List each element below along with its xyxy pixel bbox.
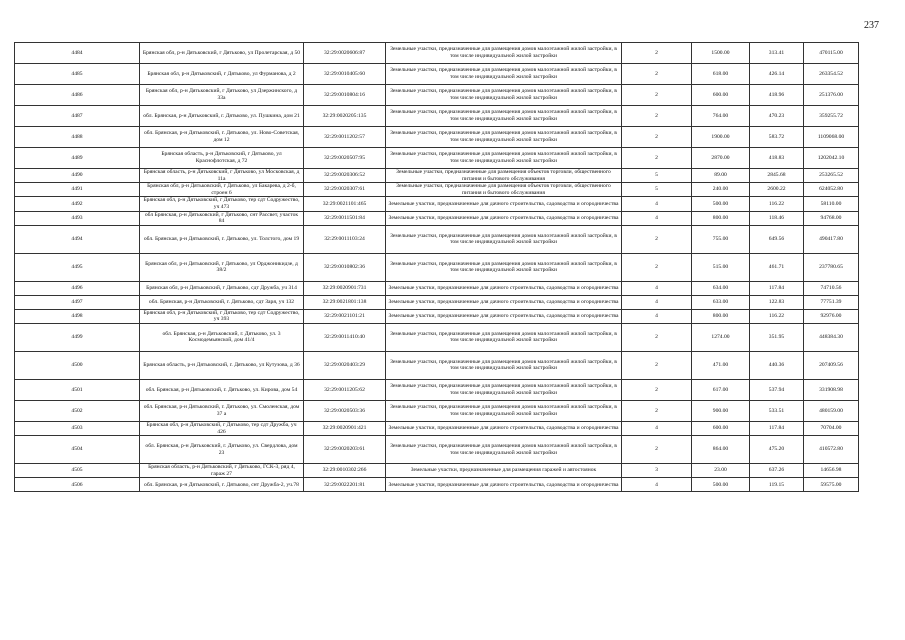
area-cell: 600.00 — [692, 421, 750, 435]
address-cell: Брянская область, р-н Дятьковский, г Дятьково, ул Краснофлотская, д 72 — [140, 148, 304, 169]
cadastral-number-cell: 32:29:0022201:81 — [304, 478, 386, 492]
address-cell: обл. Брянская, р-н Дятьковский, г. Дятьково, ул. Кирова, дом 54 — [140, 379, 304, 400]
group-cell: 2 — [622, 400, 692, 421]
table-row — [15, 436, 859, 464]
cadastral-number-cell: 32:29:0011202:57 — [304, 127, 386, 148]
table-row — [15, 323, 859, 351]
row-number: 4505 — [15, 464, 140, 478]
unit-value-cell: 2600.22 — [750, 183, 804, 197]
address-cell: обл. Брянская, р-н Дятьковский, г. Дятьково, ул. Смоленская, дом 37 а — [140, 400, 304, 421]
group-cell: 4 — [622, 295, 692, 309]
address-cell: Брянская обл, р-н Дятьковский, г Дятьково, тер сдт Дружба, уч 426 — [140, 421, 304, 435]
group-cell: 4 — [622, 197, 692, 211]
cadastral-number-cell: 32:29:0020606:87 — [304, 43, 386, 64]
land-use-cell: Земельные участки, предназначенные для дачного строительства, садоводства и огородничества — [386, 281, 622, 295]
table-row — [15, 148, 859, 169]
address-cell: обл. Брянская, р-н Дятьковский, г. Дятьково, сдт Заря, уч 132 — [140, 295, 304, 309]
table-row — [15, 295, 859, 309]
cadastral-number-cell: 32:29:0020901:731 — [304, 281, 386, 295]
area-cell: 500.00 — [692, 478, 750, 492]
address-cell: обл. Брянская, р-н Дятьковский, г. Дятьково, ул. Свердлова, дом 23 — [140, 436, 304, 464]
group-cell: 2 — [622, 351, 692, 379]
cadastral-value-cell: 359255.72 — [804, 106, 859, 127]
group-cell: 4 — [622, 421, 692, 435]
row-number: 4497 — [15, 295, 140, 309]
table-row — [15, 379, 859, 400]
land-use-cell: Земельные участки, предназначенные для размещения объектов торговли, общественного питания и бытового обслуживания — [386, 183, 622, 197]
cadastral-number-cell: 32:29:0020503:36 — [304, 400, 386, 421]
cadastral-value-cell: 94768.00 — [804, 211, 859, 225]
group-cell: 2 — [622, 253, 692, 281]
table-row — [15, 400, 859, 421]
address-cell: обл. Брянская, р-н Дятьковский, г. Дятьково, ул. Пушкина, дом 21 — [140, 106, 304, 127]
area-cell: 634.00 — [692, 281, 750, 295]
table-row — [15, 464, 859, 478]
group-cell: 2 — [622, 225, 692, 253]
cadastral-number-cell: 32:29:0011501:84 — [304, 211, 386, 225]
unit-value-cell: 533.51 — [750, 400, 804, 421]
row-number: 4487 — [15, 106, 140, 127]
table-row — [15, 211, 859, 225]
cadastral-value-cell: 448384.30 — [804, 323, 859, 351]
group-cell: 2 — [622, 323, 692, 351]
area-cell: 500.00 — [692, 197, 750, 211]
address-cell: Брянская обл, р-н Дятьковский, г Дятьково, сдт Дружба, уч 314 — [140, 281, 304, 295]
row-number: 4495 — [15, 253, 140, 281]
land-use-cell: Земельные участки, предназначенные для размещения домов малоэтажной жилой застройки, в том числе индивидуальной жилой застройки — [386, 64, 622, 85]
area-cell: 515.00 — [692, 253, 750, 281]
row-number: 4493 — [15, 211, 140, 225]
area-cell: 23.00 — [692, 464, 750, 478]
table-row — [15, 183, 859, 197]
table-row — [15, 351, 859, 379]
address-cell: Брянская обл, р-н Дятьковский, г Дятьково, ул Бакарева, д 2-б, строен 6 — [140, 183, 304, 197]
unit-value-cell: 583.72 — [750, 127, 804, 148]
cadastral-number-cell: 32:29:0011410:40 — [304, 323, 386, 351]
row-number: 4494 — [15, 225, 140, 253]
cadastral-value-cell: 410572.80 — [804, 436, 859, 464]
area-cell: 240.00 — [692, 183, 750, 197]
cadastral-number-cell: 32:29:0020205:135 — [304, 106, 386, 127]
area-cell: 800.00 — [692, 309, 750, 323]
cadastral-number-cell: 32:29:0010405:60 — [304, 64, 386, 85]
cadastral-number-cell: 32:29:0011103:24 — [304, 225, 386, 253]
land-use-cell: Земельные участки, предназначенные для дачного строительства, садоводства и огородничества — [386, 295, 622, 309]
address-cell: обл. Брянская, р-н Дятьковский, г. Дятьково, ул. Толстого, дом 19 — [140, 225, 304, 253]
table-row — [15, 197, 859, 211]
row-number: 4498 — [15, 309, 140, 323]
table-row — [15, 309, 859, 323]
cadastral-value-cell: 58110.00 — [804, 197, 859, 211]
table-row — [15, 281, 859, 295]
address-cell: обл. Брянская, р-н Дятьковский, г. Дятьково, ул. 3 Космодемьянской, дом 41/4 — [140, 323, 304, 351]
row-number: 4496 — [15, 281, 140, 295]
group-cell: 4 — [622, 478, 692, 492]
land-use-cell: Земельные участки, предназначенные для дачного строительства, садоводства и огородничества — [386, 211, 622, 225]
unit-value-cell: 537.94 — [750, 379, 804, 400]
land-use-cell: Земельные участки, предназначенные для размещения домов малоэтажной жилой застройки, в том числе индивидуальной жилой застройки — [386, 85, 622, 106]
cadastral-number-cell: 32:29:0021101:21 — [304, 309, 386, 323]
table-row — [15, 85, 859, 106]
group-cell: 5 — [622, 169, 692, 183]
land-use-cell: Земельные участки, предназначенные для дачного строительства, садоводства и огородничества — [386, 421, 622, 435]
area-cell: 1500.00 — [692, 43, 750, 64]
cadastral-number-cell: 32:29:0020306:52 — [304, 169, 386, 183]
land-use-cell: Земельные участки, предназначенные для размещения объектов торговли, общественного питания и бытового обслуживания — [386, 169, 622, 183]
cadastral-value-cell: 207409.56 — [804, 351, 859, 379]
unit-value-cell: 117.84 — [750, 281, 804, 295]
land-use-cell: Земельные участки, предназначенные для размещения домов малоэтажной жилой застройки, в том числе индивидуальной жилой застройки — [386, 323, 622, 351]
unit-value-cell: 313.41 — [750, 43, 804, 64]
land-use-cell: Земельные участки, предназначенные для размещения домов малоэтажной жилой застройки, в том числе индивидуальной жилой застройки — [386, 225, 622, 253]
unit-value-cell: 649.56 — [750, 225, 804, 253]
area-cell: 864.00 — [692, 436, 750, 464]
area-cell: 900.00 — [692, 400, 750, 421]
address-cell: Брянская обл, р-н Дятьковский, г Дятьково, ул Дзержинского, д 33а — [140, 85, 304, 106]
unit-value-cell: 2845.68 — [750, 169, 804, 183]
row-number: 4499 — [15, 323, 140, 351]
unit-value-cell: 118.46 — [750, 211, 804, 225]
cadastral-number-cell: 32:29:0021101:465 — [304, 197, 386, 211]
cadastral-value-cell: 251376.00 — [804, 85, 859, 106]
unit-value-cell: 116.22 — [750, 197, 804, 211]
land-use-cell: Земельные участки, предназначенные для размещения домов малоэтажной жилой застройки, в том числе индивидуальной жилой застройки — [386, 253, 622, 281]
land-use-cell: Земельные участки, предназначенные для размещения домов малоэтажной жилой застройки, в том числе индивидуальной жилой застройки — [386, 351, 622, 379]
cadastral-number-cell: 32:29:0010804:16 — [304, 85, 386, 106]
address-cell: обл Брянская, р-н Дятьковский, г Дятьково, снт Рассвет, участок 84 — [140, 211, 304, 225]
group-cell: 2 — [622, 85, 692, 106]
cadastral-value-cell: 70704.00 — [804, 421, 859, 435]
row-number: 4490 — [15, 169, 140, 183]
page-number: 237 — [864, 20, 879, 31]
area-cell: 764.00 — [692, 106, 750, 127]
group-cell: 2 — [622, 379, 692, 400]
address-cell: Брянская обл, р-н Дятьковский, г Дятьково, тер сдт Содружество, уч 473 — [140, 197, 304, 211]
cadastral-number-cell: 32:29:0020901:421 — [304, 421, 386, 435]
land-use-cell: Земельные участки, предназначенные для размещения домов малоэтажной жилой застройки, в том числе индивидуальной жилой застройки — [386, 127, 622, 148]
cadastral-value-table — [14, 42, 859, 492]
land-use-cell: Земельные участки, предназначенные для размещения домов малоэтажной жилой застройки, в том числе индивидуальной жилой застройки — [386, 400, 622, 421]
unit-value-cell: 418.83 — [750, 148, 804, 169]
cadastral-value-cell: 263354.52 — [804, 64, 859, 85]
cadastral-value-cell: 74710.56 — [804, 281, 859, 295]
row-number: 4484 — [15, 43, 140, 64]
area-cell: 800.00 — [692, 211, 750, 225]
cadastral-value-cell: 59575.00 — [804, 478, 859, 492]
area-cell: 600.00 — [692, 85, 750, 106]
cadastral-value-cell: 237780.65 — [804, 253, 859, 281]
land-use-cell: Земельные участки, предназначенные для размещения домов малоэтажной жилой застройки, в том числе индивидуальной жилой застройки — [386, 148, 622, 169]
unit-value-cell: 440.36 — [750, 351, 804, 379]
group-cell: 4 — [622, 211, 692, 225]
cadastral-value-cell: 92976.00 — [804, 309, 859, 323]
cadastral-number-cell: 32:29:0010302:266 — [304, 464, 386, 478]
area-cell: 1900.00 — [692, 127, 750, 148]
group-cell: 2 — [622, 43, 692, 64]
cadastral-number-cell: 32:29:0011205:62 — [304, 379, 386, 400]
table-row — [15, 253, 859, 281]
area-cell: 755.00 — [692, 225, 750, 253]
land-use-cell: Земельные участки, предназначенные для дачного строительства, садоводства и огородничества — [386, 197, 622, 211]
cadastral-number-cell: 32:29:0021801:138 — [304, 295, 386, 309]
land-use-cell: Земельные участки, предназначенные для размещения домов малоэтажной жилой застройки, в том числе индивидуальной жилой застройки — [386, 436, 622, 464]
cadastral-number-cell: 32:29:0020507:95 — [304, 148, 386, 169]
address-cell: Брянская область, р-н Дятьковский, г Дятьково, ГСК-3, ряд 4, гараж 27 — [140, 464, 304, 478]
address-cell: Брянская обл, р-н Дятьковский, г Дятьково, ул Пролетарская, д 50 — [140, 43, 304, 64]
area-cell: 2870.00 — [692, 148, 750, 169]
row-number: 4504 — [15, 436, 140, 464]
cadastral-value-cell: 14656.98 — [804, 464, 859, 478]
unit-value-cell: 351.95 — [750, 323, 804, 351]
unit-value-cell: 637.26 — [750, 464, 804, 478]
unit-value-cell: 461.71 — [750, 253, 804, 281]
address-cell: обл. Брянская, р-н Дятьковский, г. Дятьково, ул. Ново-Советская, дом 12 — [140, 127, 304, 148]
group-cell: 2 — [622, 64, 692, 85]
cadastral-value-cell: 1202042.10 — [804, 148, 859, 169]
area-cell: 618.00 — [692, 64, 750, 85]
row-number: 4489 — [15, 148, 140, 169]
area-cell: 89.00 — [692, 169, 750, 183]
unit-value-cell: 475.20 — [750, 436, 804, 464]
row-number: 4485 — [15, 64, 140, 85]
land-use-cell: Земельные участки, предназначенные для размещения домов малоэтажной жилой застройки, в том числе индивидуальной жилой застройки — [386, 106, 622, 127]
row-number: 4506 — [15, 478, 140, 492]
area-cell: 1274.00 — [692, 323, 750, 351]
cadastral-value-cell: 1109068.00 — [804, 127, 859, 148]
cadastral-value-cell: 480159.00 — [804, 400, 859, 421]
group-cell: 5 — [622, 183, 692, 197]
unit-value-cell: 426.14 — [750, 64, 804, 85]
cadastral-value-cell: 331908.98 — [804, 379, 859, 400]
group-cell: 2 — [622, 127, 692, 148]
area-cell: 617.00 — [692, 379, 750, 400]
group-cell: 3 — [622, 464, 692, 478]
cadastral-value-cell: 77751.39 — [804, 295, 859, 309]
cadastral-value-cell: 624052.80 — [804, 183, 859, 197]
cadastral-number-cell: 32:29:0020307:61 — [304, 183, 386, 197]
cadastral-number-cell: 32:29:0020403:29 — [304, 351, 386, 379]
row-number: 4488 — [15, 127, 140, 148]
unit-value-cell: 122.83 — [750, 295, 804, 309]
cadastral-number-cell: 32:29:0020203:61 — [304, 436, 386, 464]
area-cell: 633.00 — [692, 295, 750, 309]
unit-value-cell: 470.23 — [750, 106, 804, 127]
row-number: 4491 — [15, 183, 140, 197]
address-cell: Брянская обл, р-н Дятьковский, г Дятьково, тер сдт Содружество, уч 393 — [140, 309, 304, 323]
table-row — [15, 225, 859, 253]
row-number: 4503 — [15, 421, 140, 435]
land-use-cell: Земельные участки, предназначенные для размещения домов малоэтажной жилой застройки, в том числе индивидуальной жилой застройки — [386, 43, 622, 64]
table-row — [15, 478, 859, 492]
cadastral-value-cell: 253265.52 — [804, 169, 859, 183]
group-cell: 4 — [622, 281, 692, 295]
table-row — [15, 127, 859, 148]
cadastral-number-cell: 32:29:0010802:36 — [304, 253, 386, 281]
table-row — [15, 169, 859, 183]
address-cell: обл. Брянская, р-н Дятьковский, г. Дятьково, снт Дружба-2, уч.78 — [140, 478, 304, 492]
address-cell: Брянская область, р-н Дятьковский, г. Дятьково, ул Кутузова, д 36 — [140, 351, 304, 379]
unit-value-cell: 418.96 — [750, 85, 804, 106]
group-cell: 2 — [622, 436, 692, 464]
area-cell: 471.00 — [692, 351, 750, 379]
group-cell: 2 — [622, 106, 692, 127]
cadastral-value-cell: 490417.80 — [804, 225, 859, 253]
land-use-cell: Земельные участки, предназначенные для размещения гаражей и автостоянок — [386, 464, 622, 478]
address-cell: Брянская обл, р-н Дятьковский, г Дятьково, ул Орджоникидзе, д 38/2 — [140, 253, 304, 281]
unit-value-cell: 117.84 — [750, 421, 804, 435]
row-number: 4502 — [15, 400, 140, 421]
land-use-cell: Земельные участки, предназначенные для дачного строительства, садоводства и огородничества — [386, 478, 622, 492]
land-use-cell: Земельные участки, предназначенные для дачного строительства, садоводства и огородничества — [386, 309, 622, 323]
land-use-cell: Земельные участки, предназначенные для размещения домов малоэтажной жилой застройки, в том числе индивидуальной жилой застройки — [386, 379, 622, 400]
row-number: 4500 — [15, 351, 140, 379]
group-cell: 2 — [622, 148, 692, 169]
group-cell: 4 — [622, 309, 692, 323]
row-number: 4501 — [15, 379, 140, 400]
table-row — [15, 43, 859, 64]
cadastral-value-cell: 470115.00 — [804, 43, 859, 64]
address-cell: Брянская область, р-н Дятьковский, г Дятьково, ул Московская, д 11а — [140, 169, 304, 183]
table-row — [15, 64, 859, 85]
unit-value-cell: 119.15 — [750, 478, 804, 492]
unit-value-cell: 116.22 — [750, 309, 804, 323]
table-row — [15, 421, 859, 435]
row-number: 4486 — [15, 85, 140, 106]
address-cell: Брянская обл, р-н Дятьковский, г Дятьково, ул Фурманова, д 2 — [140, 64, 304, 85]
row-number: 4492 — [15, 197, 140, 211]
table-row — [15, 106, 859, 127]
